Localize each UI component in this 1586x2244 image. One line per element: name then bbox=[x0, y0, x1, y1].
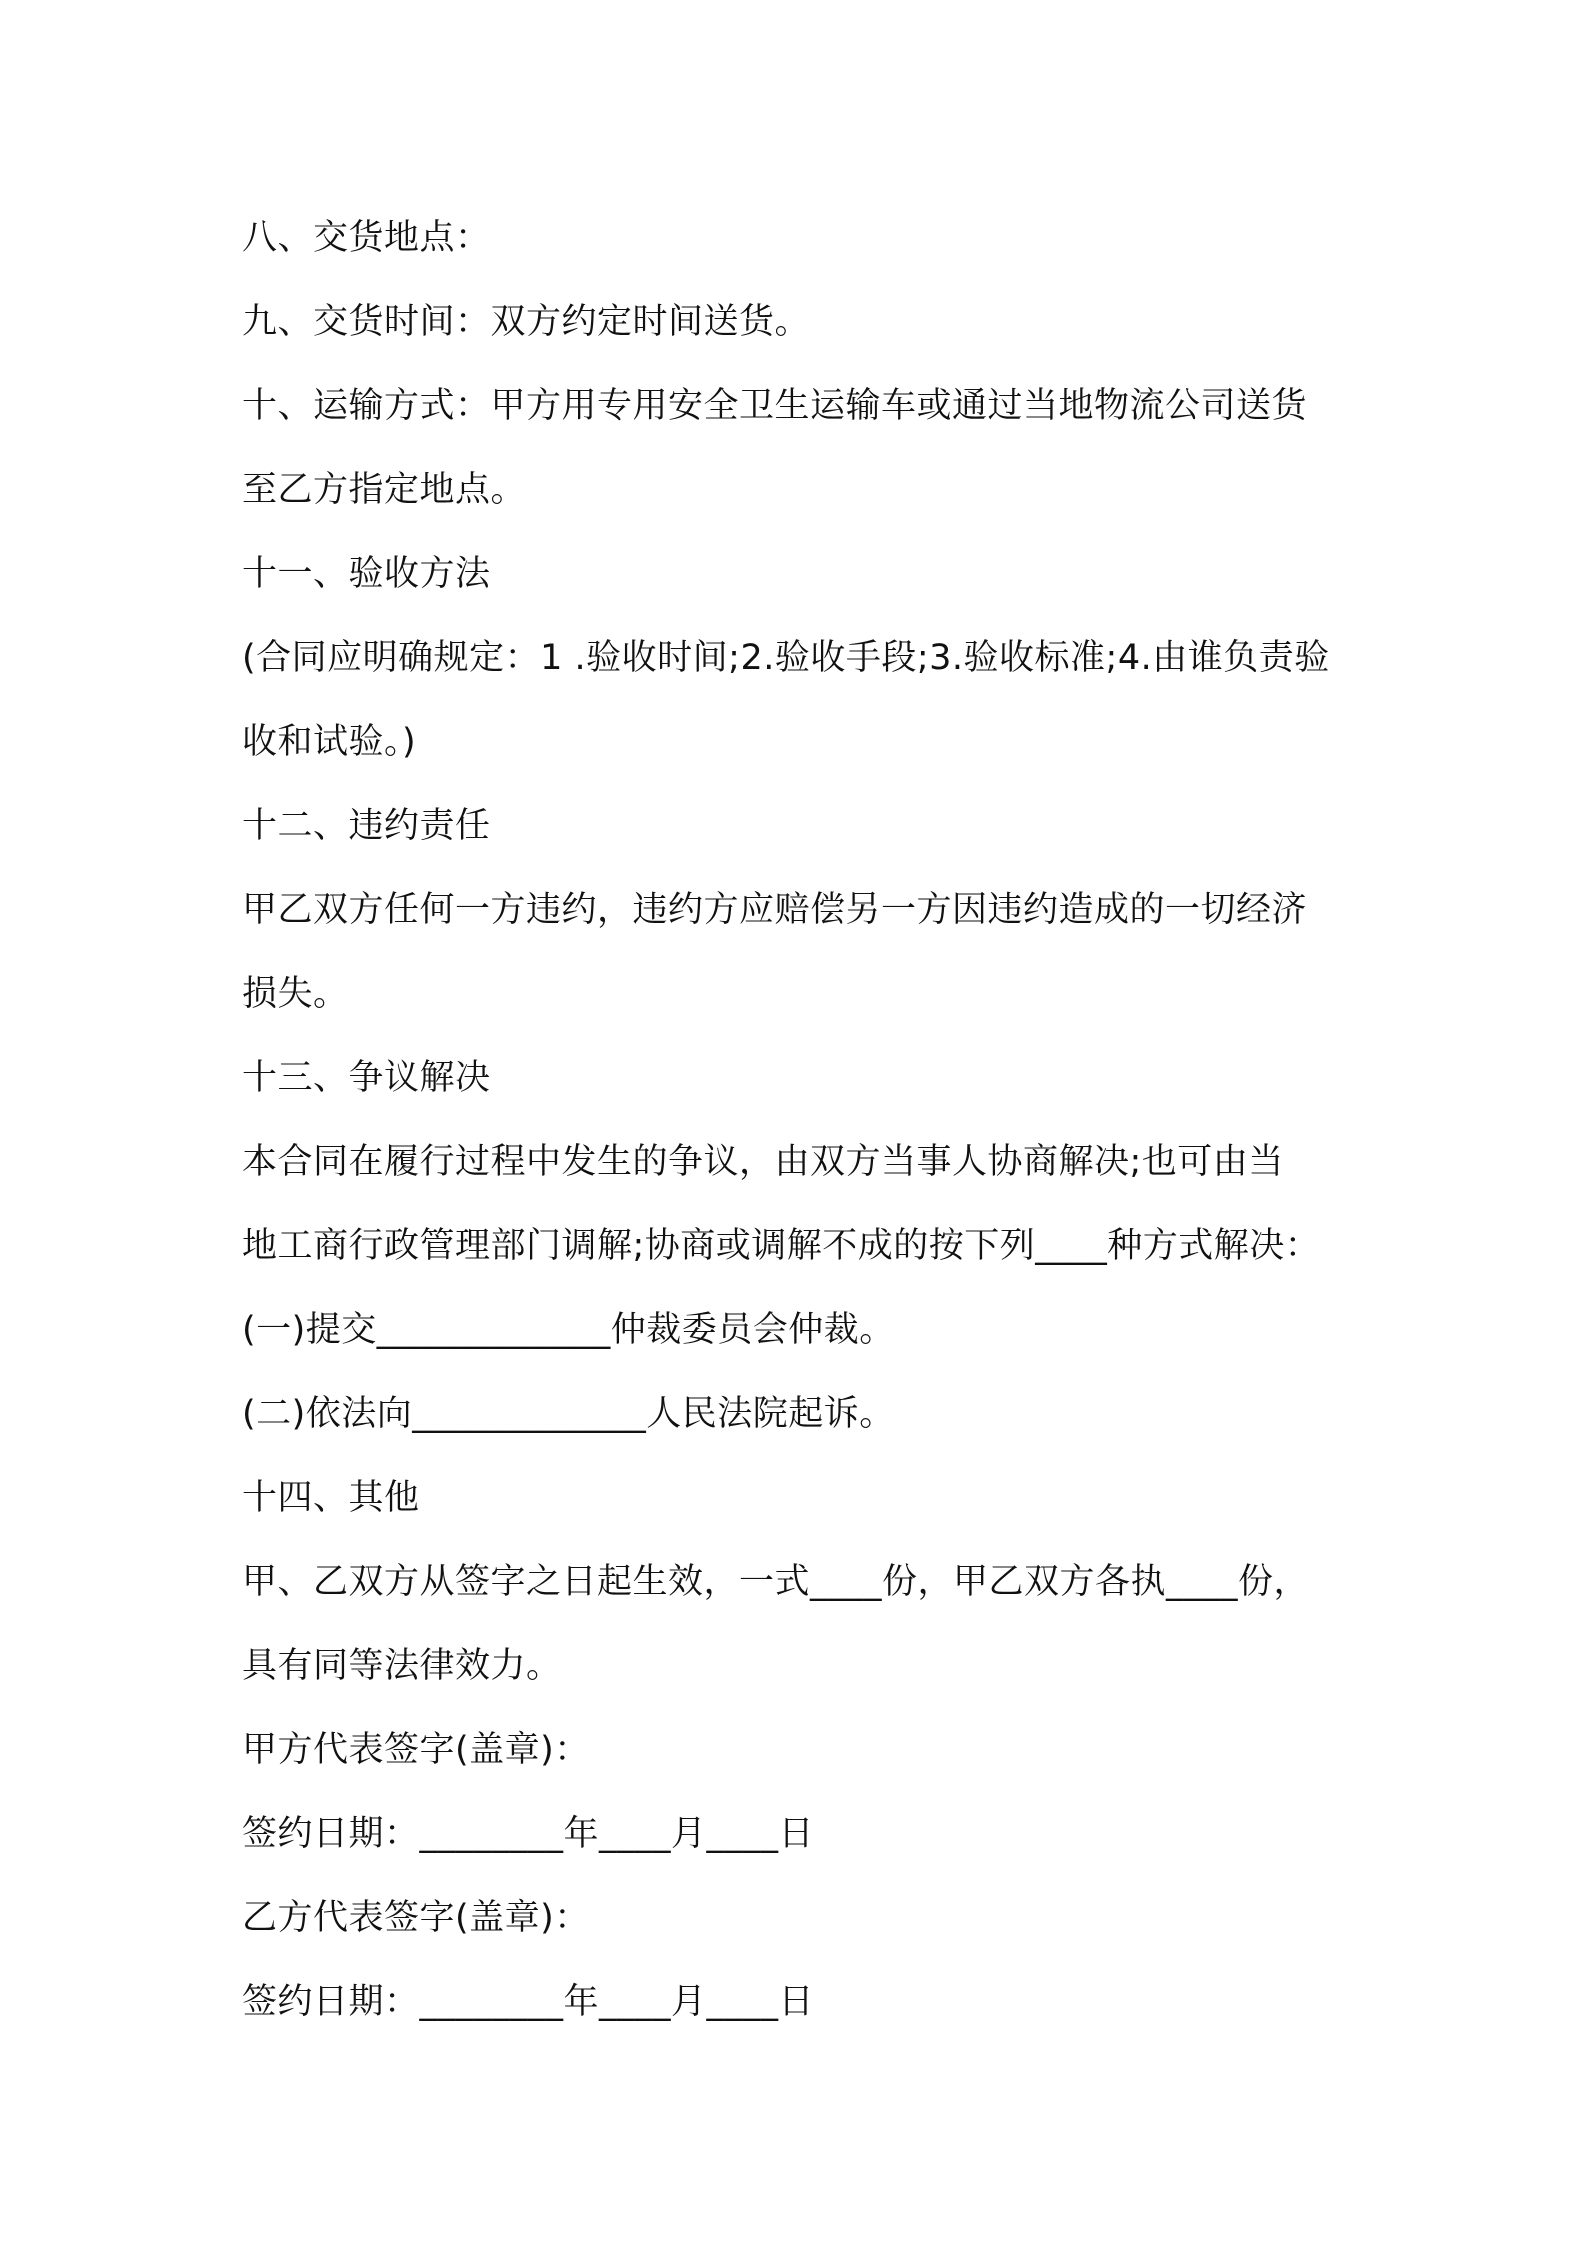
party-a-signature: 甲方代表签字(盖章)： bbox=[242, 1730, 590, 1770]
section-13-option-arbitration: (一)提交_____________仲裁委员会仲裁。 bbox=[242, 1310, 895, 1350]
section-13-body-cont: 地工商行政管理部门调解;协商或调解不成的按下列____种方式解决： bbox=[242, 1226, 1321, 1266]
section-8-delivery-place: 八、交货地点： bbox=[242, 218, 491, 258]
section-14-body: 甲、乙双方从签字之日起生效，一式____份，甲乙双方各执____份， bbox=[242, 1562, 1310, 1602]
section-12-heading: 十二、违约责任 bbox=[242, 806, 491, 846]
section-13-option-court: (二)依法向_____________人民法院起诉。 bbox=[242, 1394, 895, 1434]
section-10-transport-method: 十、运输方式：甲方用专用安全卫生运输车或通过当地物流公司送货 bbox=[242, 386, 1308, 426]
section-11-heading: 十一、验收方法 bbox=[242, 554, 491, 594]
section-14-body-cont: 具有同等法律效力。 bbox=[242, 1646, 562, 1686]
section-14-heading: 十四、其他 bbox=[242, 1478, 420, 1518]
section-11-body-cont: 收和试验。) bbox=[242, 722, 417, 762]
document-body bbox=[242, 196, 1362, 2044]
section-12-body-cont: 损失。 bbox=[242, 974, 349, 1014]
party-a-sign-date: 签约日期：________年____月____日 bbox=[242, 1814, 815, 1854]
section-12-body: 甲乙双方任何一方违约，违约方应赔偿另一方因违约造成的一切经济 bbox=[242, 890, 1308, 930]
section-10-transport-method-cont: 至乙方指定地点。 bbox=[242, 470, 527, 510]
section-11-body: (合同应明确规定：1 .验收时间;2.验收手段;3.验收标准;4.由谁负责验 bbox=[242, 638, 1330, 678]
party-b-sign-date: 签约日期：________年____月____日 bbox=[242, 1982, 815, 2022]
section-13-heading: 十三、争议解决 bbox=[242, 1058, 491, 1098]
section-9-delivery-time: 九、交货时间：双方约定时间送货。 bbox=[242, 302, 811, 342]
section-13-body: 本合同在履行过程中发生的争议，由双方当事人协商解决;也可由当 bbox=[242, 1142, 1284, 1182]
party-b-signature: 乙方代表签字(盖章)： bbox=[242, 1898, 590, 1938]
